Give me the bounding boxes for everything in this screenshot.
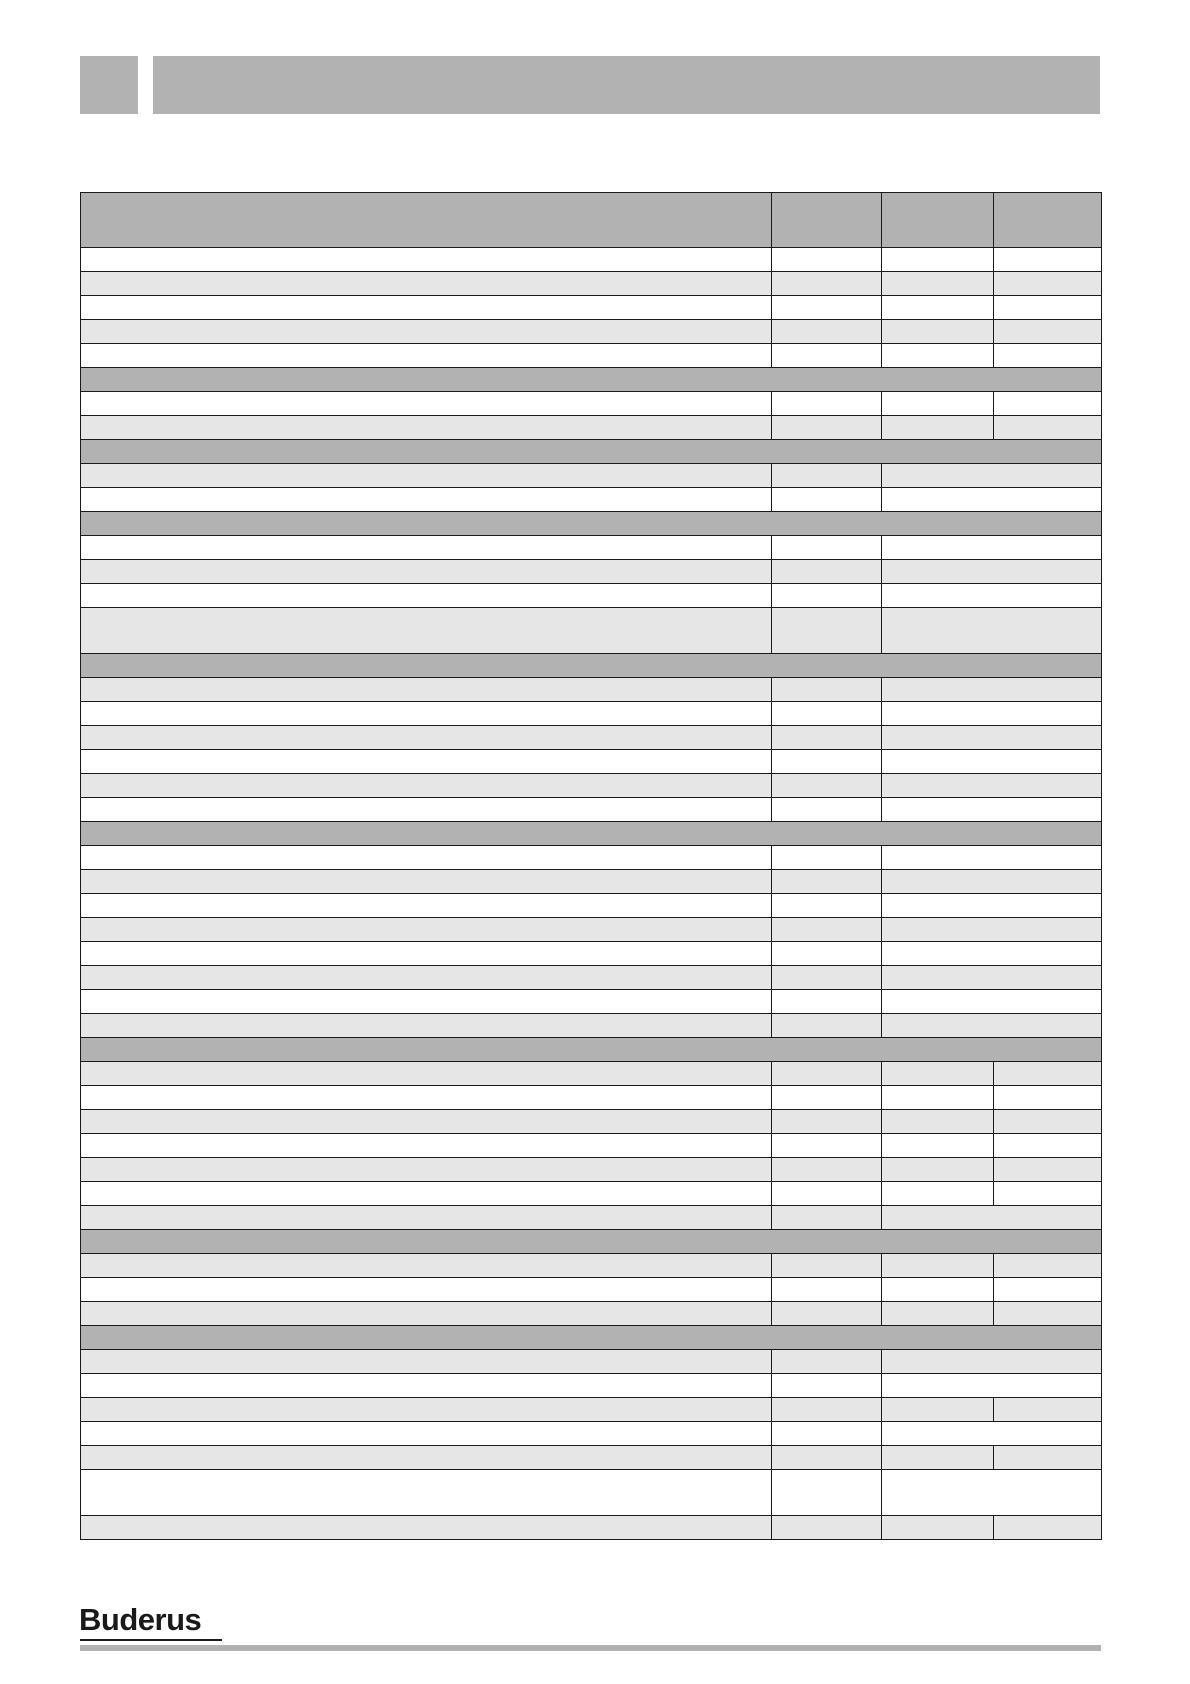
table-row bbox=[81, 1254, 1102, 1278]
chapter-number-box bbox=[80, 56, 138, 114]
footer-bar bbox=[80, 1645, 1101, 1651]
table-row bbox=[81, 726, 1102, 750]
technical-data-table bbox=[80, 192, 1102, 1540]
table-row bbox=[81, 584, 1102, 608]
table-row bbox=[81, 248, 1102, 272]
table-row bbox=[81, 296, 1102, 320]
table-row bbox=[81, 918, 1102, 942]
section-header-row bbox=[81, 440, 1102, 464]
column-header-description bbox=[81, 193, 772, 248]
table-row bbox=[81, 272, 1102, 296]
table-row bbox=[81, 678, 1102, 702]
section-header-row bbox=[81, 654, 1102, 678]
table-header-row bbox=[81, 193, 1102, 248]
section-header-row bbox=[81, 368, 1102, 392]
table-row bbox=[81, 750, 1102, 774]
table-row bbox=[81, 1374, 1102, 1398]
table-row bbox=[81, 1086, 1102, 1110]
table-row bbox=[81, 894, 1102, 918]
column-header-value-2 bbox=[994, 193, 1102, 248]
table-row bbox=[81, 608, 1102, 654]
table-row bbox=[81, 1014, 1102, 1038]
table-row bbox=[81, 870, 1102, 894]
section-header-row bbox=[81, 822, 1102, 846]
table-row bbox=[81, 1110, 1102, 1134]
table-row bbox=[81, 1422, 1102, 1446]
table-row bbox=[81, 1206, 1102, 1230]
table-row bbox=[81, 344, 1102, 368]
table-row bbox=[81, 1278, 1102, 1302]
table-row bbox=[81, 1398, 1102, 1422]
table-row bbox=[81, 774, 1102, 798]
buderus-logo: Buderus bbox=[79, 1602, 202, 1637]
section-header-row bbox=[81, 1326, 1102, 1350]
logo-underline bbox=[80, 1639, 222, 1641]
table-row bbox=[81, 1134, 1102, 1158]
section-header-row bbox=[81, 1230, 1102, 1254]
table-row bbox=[81, 464, 1102, 488]
table-row bbox=[81, 1516, 1102, 1540]
table-row bbox=[81, 392, 1102, 416]
table-row bbox=[81, 488, 1102, 512]
table-row bbox=[81, 966, 1102, 990]
table-row bbox=[81, 1062, 1102, 1086]
table-row bbox=[81, 1470, 1102, 1516]
table-row bbox=[81, 990, 1102, 1014]
section-header-row bbox=[81, 512, 1102, 536]
table-row bbox=[81, 1446, 1102, 1470]
section-header-row bbox=[81, 1038, 1102, 1062]
table-row bbox=[81, 846, 1102, 870]
table-row bbox=[81, 798, 1102, 822]
table-row bbox=[81, 702, 1102, 726]
column-header-value-1 bbox=[882, 193, 994, 248]
table-row bbox=[81, 320, 1102, 344]
column-header-unit bbox=[772, 193, 882, 248]
table-row bbox=[81, 416, 1102, 440]
table-row bbox=[81, 942, 1102, 966]
table-row bbox=[81, 1302, 1102, 1326]
table-row bbox=[81, 560, 1102, 584]
table-row bbox=[81, 536, 1102, 560]
table-row bbox=[81, 1182, 1102, 1206]
table-row bbox=[81, 1350, 1102, 1374]
table-row bbox=[81, 1158, 1102, 1182]
chapter-title-bar bbox=[153, 56, 1100, 114]
